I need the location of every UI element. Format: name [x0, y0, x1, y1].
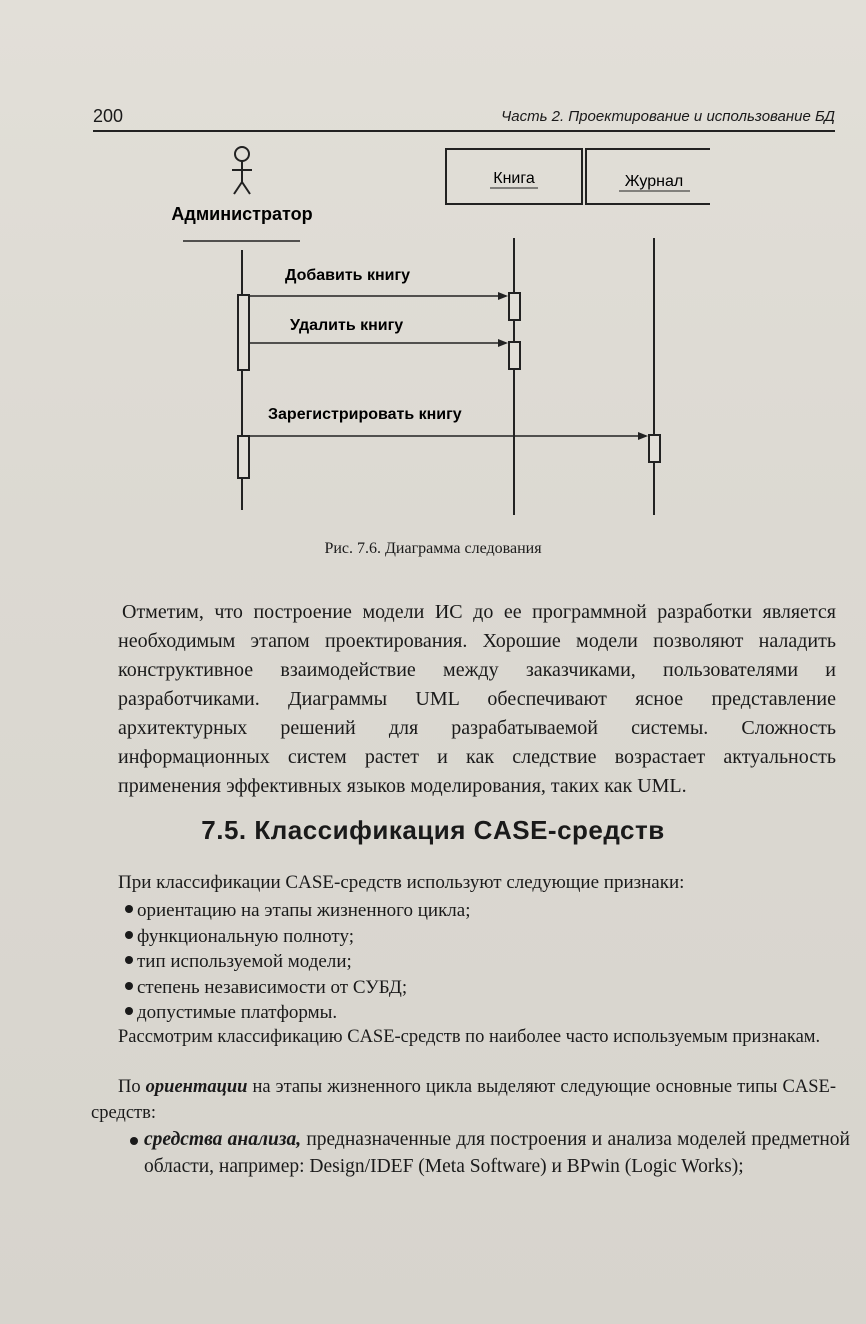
paragraph-models: Отметим, что построение модели ИС до ее программной разработки является необходимым этапом проектирования. Хорошие модели позволяют наладить конструктивное взаимодействие между заказчиками, пользователями и разработчиками. Диаграммы UML обеспечивают ясное представление архитектурных решений для разрабатываемой системы. Сложность информационных систем растет и как следствие возрастает актуальность применения эффективных языков моделирования, таких как UML. — [118, 601, 836, 797]
bullet-icon — [125, 1007, 133, 1015]
bullet-icon — [130, 1137, 138, 1145]
actor-icon — [232, 147, 252, 194]
intro-text: При классификации CASE-средств используют следующие признаки: — [118, 872, 685, 893]
page-header — [93, 106, 835, 132]
activation-book-1 — [509, 293, 520, 320]
object-label-book: Книга — [493, 170, 535, 187]
figure-caption: Рис. 7.6. Диаграмма следования — [324, 540, 542, 557]
criteria-list — [125, 898, 471, 1026]
list-item: степень независимости от СУБД; — [125, 975, 471, 1001]
sequence-diagram — [150, 140, 710, 540]
bullet-icon — [125, 905, 133, 913]
activation-actor-1 — [238, 295, 249, 370]
activation-actor-2 — [238, 436, 249, 478]
message-label-add: Добавить книгу — [285, 267, 411, 284]
list-item: тип используемой модели; — [125, 949, 471, 975]
page-number: 200 — [93, 106, 124, 126]
bullet-icon — [125, 956, 133, 964]
section-heading: 7.5. Классификация CASE-средств — [201, 815, 665, 845]
message-label-remove: Удалить книгу — [290, 317, 404, 334]
actor-label: Администратор — [171, 204, 313, 224]
object-label-journal: Журнал — [624, 173, 684, 190]
message-label-register: Зарегистрировать книгу — [268, 406, 462, 423]
analysis-tools-item: средства анализа, предназначенные для построения и анализа моделей предметной области, например: Design/IDEF (Meta Software) и BPwin (Logic Works); — [130, 1126, 850, 1180]
activation-book-2 — [509, 342, 520, 369]
activation-journal-1 — [649, 435, 660, 462]
paragraph-consider: Рассмотрим классификацию CASE-средств по наиболее часто используемым признакам. — [118, 1027, 821, 1047]
paragraph-orientation: По ориентации на этапы жизненного цикла выделяют следующие основные типы CASE-средств: — [91, 1077, 836, 1123]
list-item: функциональную полноту; — [125, 924, 471, 950]
running-title: Часть 2. Проектирование и использование БД — [501, 108, 835, 125]
bullet-icon — [125, 982, 133, 990]
list-item: ориентацию на этапы жизненного цикла; — [125, 898, 471, 924]
list-item: допустимые платформы. — [125, 1000, 471, 1026]
bullet-icon — [125, 931, 133, 939]
emphasis-analysis-tools: средства анализа, — [144, 1129, 302, 1150]
emphasis-orientation: ориентации — [145, 1077, 248, 1097]
